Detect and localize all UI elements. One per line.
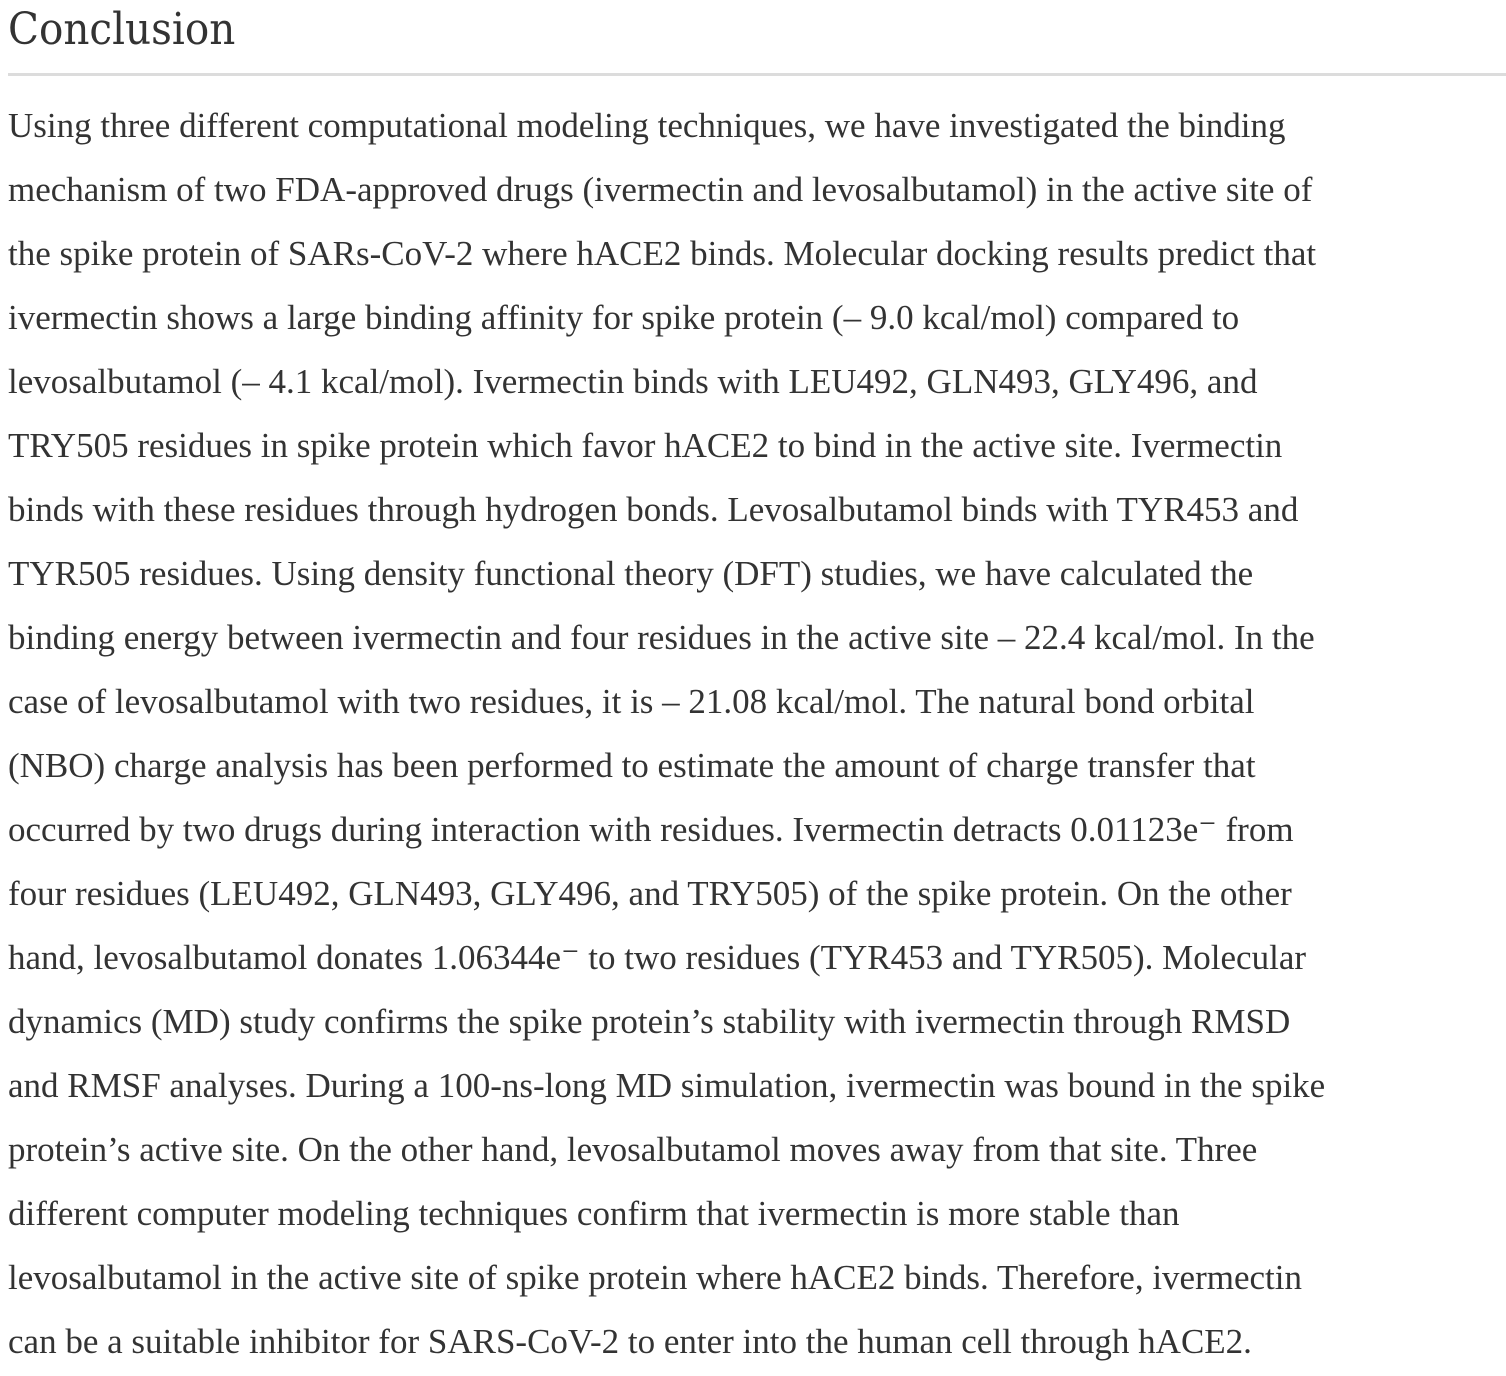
paragraph-line: binding energy between ivermectin and four residues in the active site – 22.4 kcal/mol. In the: [8, 618, 1315, 657]
paragraph-line: mechanism of two FDA-approved drugs (ivermectin and levosalbutamol) in the active site of: [8, 170, 1313, 209]
paragraph-line: binds with these residues through hydrogen bonds. Levosalbutamol binds with TYR453 and: [8, 490, 1299, 529]
paragraph-line: levosalbutamol in the active site of spike protein where hACE2 binds. Therefore, ivermectin: [8, 1258, 1302, 1297]
heading-divider: [8, 73, 1506, 76]
paragraph-line: (NBO) charge analysis has been performed to estimate the amount of charge transfer that: [8, 746, 1256, 785]
paragraph-line: protein’s active site. On the other hand, levosalbutamol moves away from that site. Three: [8, 1130, 1258, 1169]
paragraph-line: levosalbutamol (– 4.1 kcal/mol). Ivermectin binds with LEU492, GLN493, GLY496, and: [8, 362, 1258, 401]
paragraph-line: ivermectin shows a large binding affinity for spike protein (– 9.0 kcal/mol) compared to: [8, 298, 1240, 337]
conclusion-paragraph: [8, 94, 1506, 1374]
paragraph-line: hand, levosalbutamol donates 1.06344e⁻ to two residues (TYR453 and TYR505). Molecular: [8, 938, 1307, 977]
paragraph-line: the spike protein of SARs-CoV-2 where hACE2 binds. Molecular docking results predict that: [8, 234, 1317, 273]
paragraph-line: TYR505 residues. Using density functional theory (DFT) studies, we have calculated the: [8, 554, 1254, 593]
paragraph-line: different computer modeling techniques confirm that ivermectin is more stable than: [8, 1194, 1180, 1233]
paragraph-line: four residues (LEU492, GLN493, GLY496, and TRY505) of the spike protein. On the other: [8, 874, 1292, 913]
paragraph-line: and RMSF analyses. During a 100-ns-long MD simulation, ivermectin was bound in the spike: [8, 1066, 1326, 1105]
paragraph-line: Using three different computational modeling techniques, we have investigated the binding: [8, 106, 1286, 145]
paragraph-line: dynamics (MD) study confirms the spike protein’s stability with ivermectin through RMSD: [8, 1002, 1291, 1041]
paragraph-line: occurred by two drugs during interaction with residues. Ivermectin detracts 0.01123e⁻ from: [8, 810, 1294, 849]
paragraph-line: TRY505 residues in spike protein which favor hACE2 to bind in the active site. Ivermectin: [8, 426, 1283, 465]
section-heading: Conclusion: [8, 4, 236, 55]
paragraph-line: can be a suitable inhibitor for SARS-CoV-2 to enter into the human cell through hACE2.: [8, 1322, 1252, 1361]
paragraph-line: case of levosalbutamol with two residues, it is – 21.08 kcal/mol. The natural bond orbital: [8, 682, 1255, 721]
